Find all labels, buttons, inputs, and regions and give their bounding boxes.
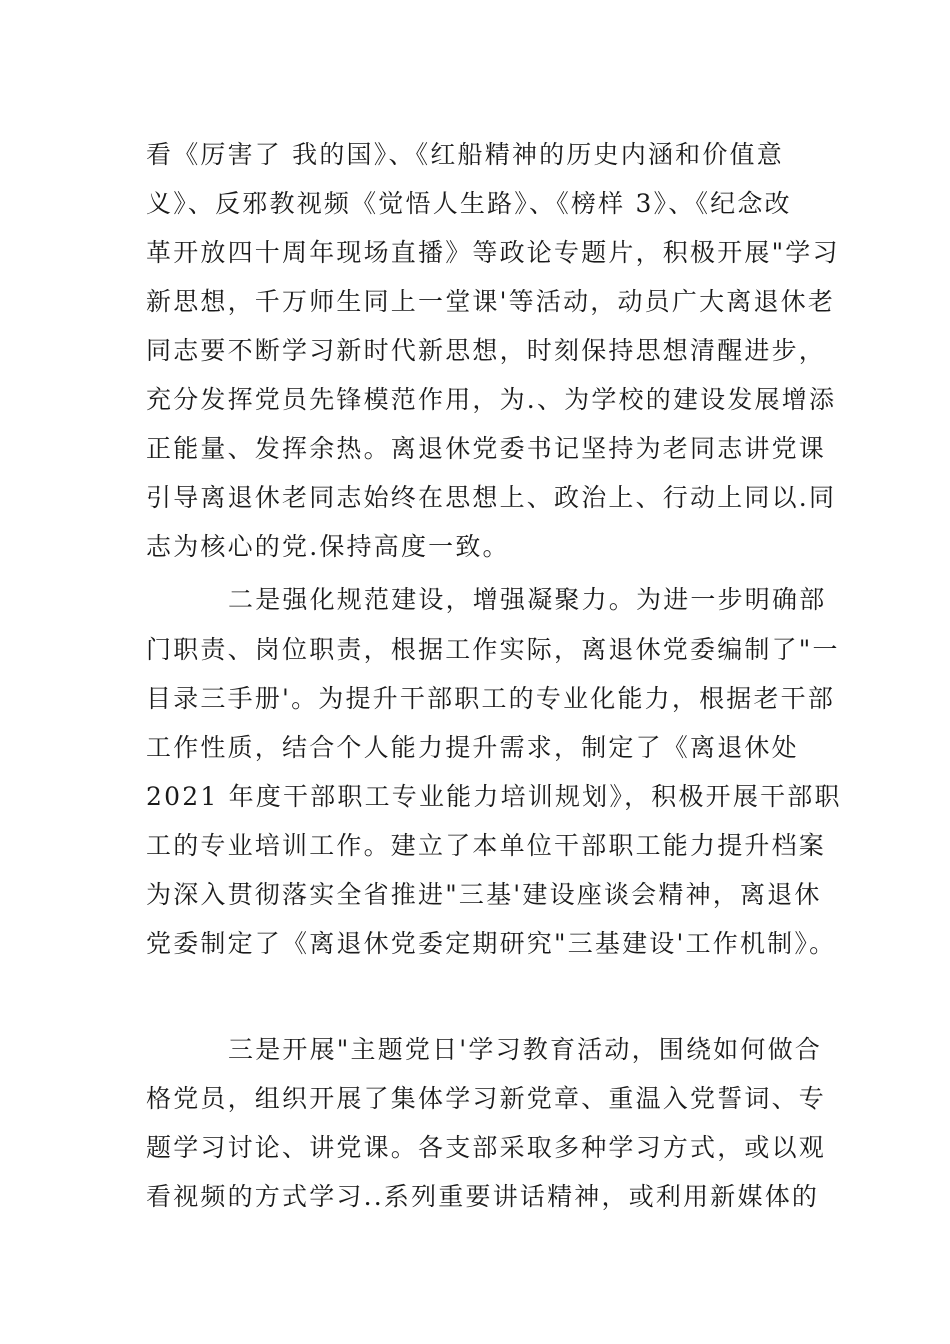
text-line: 为深入贯彻落实全省推进"三基'建设座谈会精神，离退休 <box>146 880 822 909</box>
paragraph-first-line: 二是强化规范建设，增强凝聚力。为进一步明确部 <box>228 585 827 614</box>
text-line: 同志要不断学习新时代新思想，时刻保持思想清醒进步， <box>146 336 827 365</box>
text-line: 新思想，千万师生同上一堂课'等活动，动员广大离退休老 <box>146 287 836 316</box>
text-line: 工作性质，结合个人能力提升需求，制定了《离退休处 <box>146 733 799 762</box>
text-line: 志为核心的党.保持高度一致。 <box>146 532 510 561</box>
text-line: 义》、反邪教视频《觉悟人生路》、《榜样 3》、《纪念改 <box>146 189 792 218</box>
text-line: 党委制定了《离退休党委定期研究"三基建设'工作机制》。 <box>146 929 837 958</box>
paragraph-first-line: 三是开展"主题党日'学习教育活动，围绕如何做合 <box>228 1035 822 1064</box>
text-line: 正能量、发挥余热。离退休党委书记坚持为老同志讲党课 <box>146 434 827 463</box>
text-line: 题学习讨论、讲党课。各支部采取多种学习方式，或以观 <box>146 1133 827 1162</box>
text-line: 格党员，组织开展了集体学习新党章、重温入党誓词、专 <box>146 1084 827 1113</box>
text-line: 引导离退休老同志始终在思想上、政治上、行动上同以.同 <box>146 483 837 512</box>
text-line: 看《厉害了 我的国》、《红船精神的历史内涵和价值意 <box>146 140 784 169</box>
text-line: 目录三手册'。为提升干部职工的专业化能力，根据老干部 <box>146 684 836 713</box>
text-line: 革开放四十周年现场直播》等政论专题片，积极开展"学习 <box>146 238 840 267</box>
text-line: 2021 年度干部职工专业能力培训规划》，积极开展干部职 <box>146 782 842 811</box>
text-line: 工的专业培训工作。建立了本单位干部职工能力提升档案 <box>146 831 827 860</box>
text-line: 门职责、岗位职责，根据工作实际，离退休党委编制了"一 <box>146 635 840 664</box>
text-line: 充分发挥党员先锋模范作用，为.、为学校的建设发展增添 <box>146 385 837 414</box>
text-line: 看视频的方式学习..系列重要讲话精神，或利用新媒体的 <box>146 1182 820 1211</box>
